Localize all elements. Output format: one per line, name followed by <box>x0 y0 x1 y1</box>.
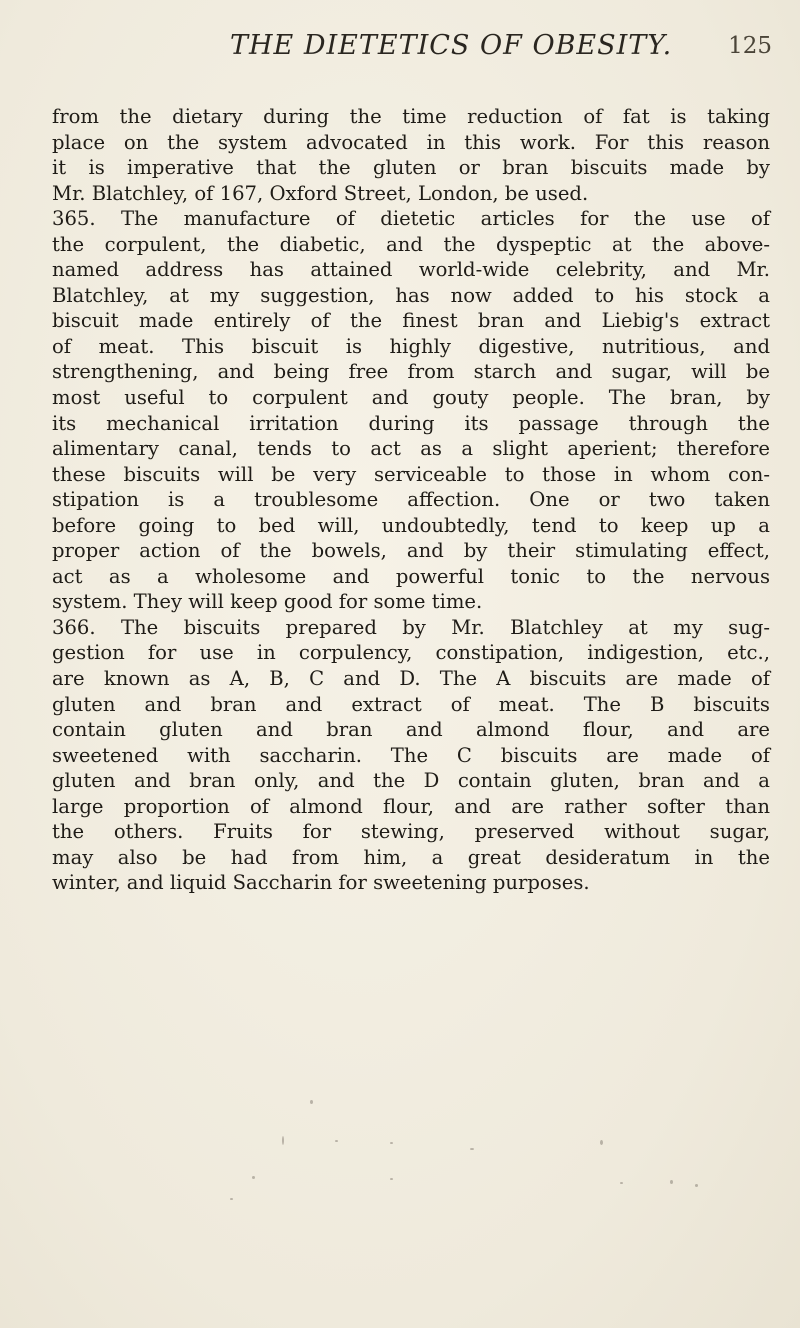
paper-speck <box>335 1140 338 1142</box>
text-line: before going to bed will, undoubtedly, tend to keep up a <box>52 513 770 537</box>
paper-speck <box>252 1176 255 1179</box>
text-line: winter, and liquid Saccharin for sweetening purposes. <box>52 871 590 895</box>
text-line: its mechanical irritation during its passage through the <box>52 411 770 435</box>
running-title: THE DIETETICS OF OBESITY. <box>230 30 673 61</box>
paper-speck <box>620 1182 623 1184</box>
text-line: it is imperative that the gluten or bran biscuits made by <box>52 156 770 180</box>
text-line: large proportion of almond flour, and are rather softer than <box>52 794 770 818</box>
text-line: named address has attained world-wide celebrity, and Mr. <box>52 258 770 282</box>
text-line: may also be had from him, a great desideratum in the <box>52 845 770 869</box>
body-text <box>52 104 770 896</box>
paper-speck <box>390 1178 393 1180</box>
text-line: most useful to corpulent and gouty people. The bran, by <box>52 386 770 410</box>
text-line: are known as A, B, C and D. The A biscuits are made of <box>52 667 770 691</box>
text-line: proper action of the bowels, and by their stimulating effect, <box>52 539 770 563</box>
text-line: alimentary canal, tends to act as a slight aperient; therefore <box>52 437 770 461</box>
text-line: 365. The manufacture of dietetic articles for the use of <box>52 207 770 231</box>
text-line: Blatchley, at my suggestion, has now added to his stock a <box>52 283 770 307</box>
text-line: place on the system advocated in this work. For this reason <box>52 130 770 154</box>
running-head <box>90 16 780 68</box>
paper-speck <box>470 1148 474 1150</box>
text-line: biscuit made entirely of the finest bran and Liebig's extract <box>52 309 770 333</box>
text-line: contain gluten and bran and almond flour, and are <box>52 718 770 742</box>
paper-speck <box>600 1140 603 1145</box>
text-line: gluten and bran and extract of meat. The B biscuits <box>52 692 770 716</box>
text-line: 366. The biscuits prepared by Mr. Blatchley at my sug- <box>52 615 770 639</box>
paper-speck <box>695 1184 698 1187</box>
text-line: the corpulent, the diabetic, and the dyspeptic at the above- <box>52 232 770 256</box>
paper-speck <box>310 1100 313 1104</box>
text-line: from the dietary during the time reduction of fat is taking <box>52 105 770 128</box>
paper-speck <box>390 1142 393 1144</box>
text-line: strengthening, and being free from starch and sugar, will be <box>52 360 770 384</box>
text-line: the others. Fruits for stewing, preserved without sugar, <box>52 820 770 844</box>
text-line: gluten and bran only, and the D contain gluten, bran and a <box>52 769 770 793</box>
paper-specks <box>200 1090 760 1210</box>
paper-speck <box>230 1198 233 1200</box>
text-line: gestion for use in corpulency, constipation, indigestion, etc., <box>52 641 770 665</box>
paper-speck <box>282 1136 284 1145</box>
paper-speck <box>670 1180 673 1184</box>
text-line: system. They will keep good for some time. <box>52 590 483 614</box>
text-line: stipation is a troublesome affection. One or two taken <box>52 488 770 512</box>
text-line: Mr. Blatchley, of 167, Oxford Street, London, be used. <box>52 181 589 205</box>
text-line: of meat. This biscuit is highly digestive, nutritious, and <box>52 334 770 358</box>
text-line: these biscuits will be very serviceable to those in whom con- <box>52 462 770 486</box>
text-line: act as a wholesome and powerful tonic to the nervous <box>52 564 770 588</box>
text-line: sweetened with saccharin. The C biscuits are made of <box>52 743 770 767</box>
page-number: 125 <box>728 33 772 59</box>
